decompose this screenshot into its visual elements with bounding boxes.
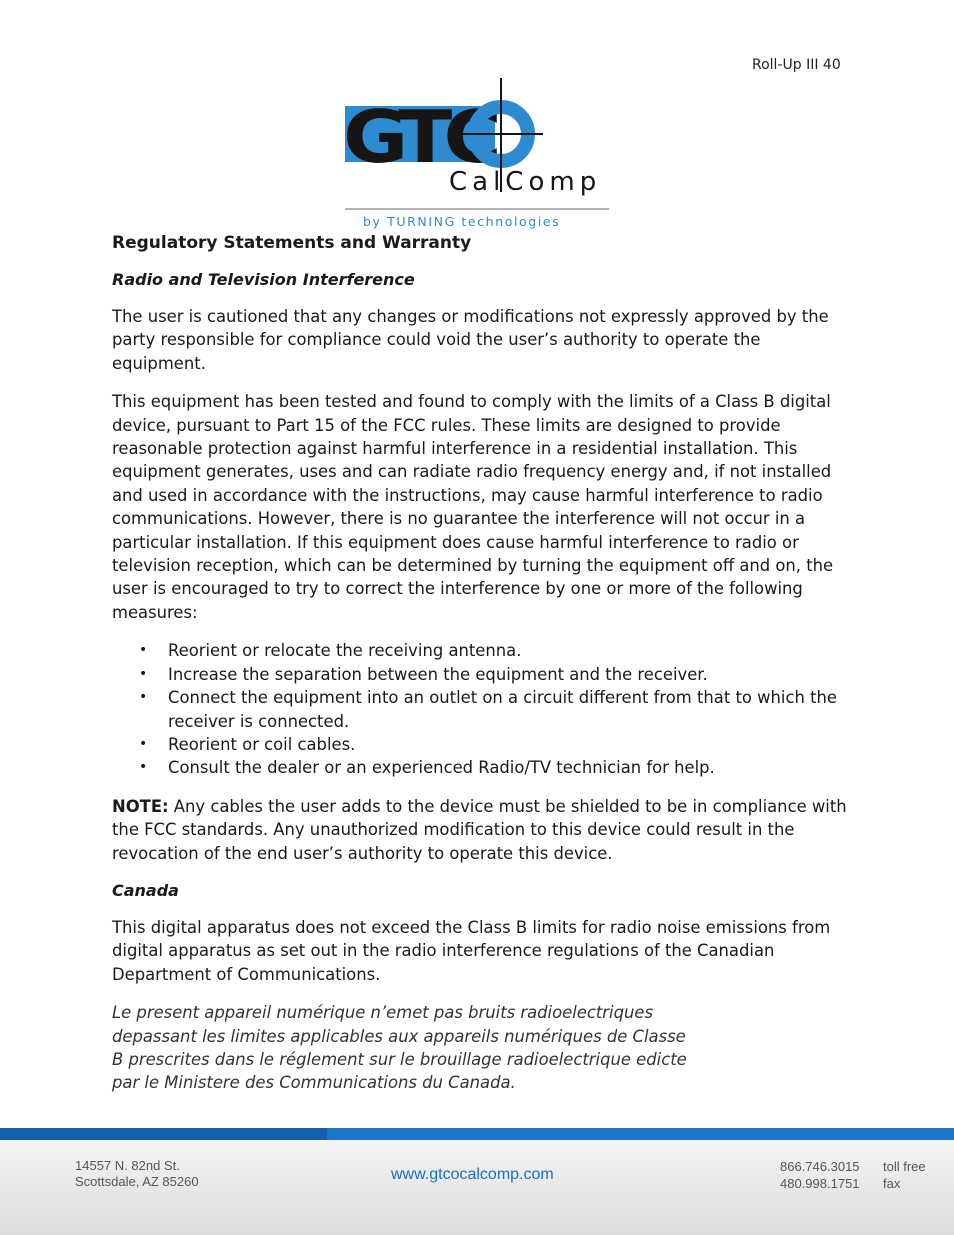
- list-item: • Reorient or coil cables.: [168, 733, 852, 756]
- address-line: Scottsdale, AZ 85260: [75, 1174, 199, 1189]
- list-item: • Increase the separation between the equipment and the receiver.: [168, 663, 852, 686]
- paragraph-canada: This digital apparatus does not exceed the Class B limits for radio noise emissions from digital apparatus as set out in the radio interference regulations of the Canadian Department of Communications.: [112, 917, 831, 984]
- page-reference: Roll-Up III 40: [752, 57, 841, 73]
- paragraph-fcc: This equipment has been tested and found to comply with the limits of a Class B digital device, pursuant to Part 15 of the FCC rules. These limits are designed to provide reasonable protection against harmful interference in a residential installation. This equipment generates, uses and can radiate radio frequency energy and, if not installed and used in accordance with the instructions, may cause harmful interference to radio communications. However, there is no guarantee the interference will not occur in a particular installation. If this equipment does cause harmful interference to radio or television reception, which can be determined by turning the equipment off and on, the user is encouraged to try to correct the interference by one or more of the following measures:: [112, 392, 834, 622]
- address-line: 14557 N. 82nd St.: [75, 1158, 180, 1173]
- list-item: • Reorient or relocate the receiving antenna.: [168, 639, 852, 662]
- section-heading-radio-tv: Radio and Television Interference: [112, 270, 415, 289]
- page-title: Regulatory Statements and Warranty: [112, 233, 472, 253]
- note-paragraph: [112, 795, 852, 865]
- list-item: • Consult the dealer or an experienced Radio/TV technician for help.: [168, 756, 852, 779]
- document-body: [112, 230, 852, 1110]
- footer-address: [75, 1158, 199, 1190]
- logo-sub: CalComp: [449, 167, 602, 197]
- note-label: NOTE:: [112, 796, 169, 816]
- phone-number: 866.746.3015: [780, 1159, 860, 1174]
- note-text: Any cables the user adds to the device must be shielded to be in compliance with the FCC standards. Any unauthorized modification to this device could result in the revocation of the end user’s authority to operate this device.: [112, 796, 847, 863]
- fax-number: 480.998.1751: [780, 1176, 860, 1191]
- logo-tagline: by TURNING technologies: [363, 214, 561, 229]
- fax-label: fax: [883, 1176, 901, 1191]
- logo-letters: GTC: [343, 95, 498, 179]
- phone-label: toll free: [883, 1159, 926, 1174]
- logo-graphic: [343, 78, 613, 230]
- section-heading-canada: Canada: [112, 880, 179, 900]
- footer-accent-bar-dark: [0, 1128, 327, 1140]
- footer-contacts: [780, 1158, 926, 1192]
- footer-website-link[interactable]: www.gtcocalcomp.com: [391, 1166, 554, 1183]
- gtco-calcomp-logo: [343, 78, 613, 230]
- fax-row: [780, 1175, 926, 1192]
- list-item: • Connect the equipment into an outlet on a circuit different from that to which the receiver is connected.: [168, 686, 852, 733]
- paragraph-french: Le present appareil numérique n’emet pas bruits radioelectriques depassant les limites applicables aux appareils numériques de Classe B prescrites dans le réglement sur le brouillage radioelectrique edicte par le Ministere des Communications du Canada.: [112, 1003, 687, 1093]
- paragraph-caution: The user is cautioned that any changes or modifications not expressly approved by the party responsible for compliance could void the user’s authority to operate the equipment.: [112, 307, 829, 373]
- measures-list: [112, 639, 852, 779]
- phone-row: [780, 1158, 926, 1175]
